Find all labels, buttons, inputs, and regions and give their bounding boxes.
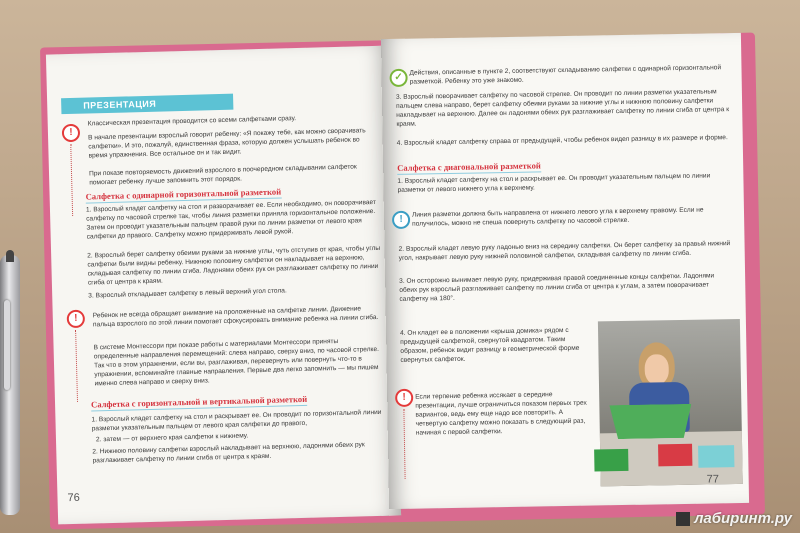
warning-icon: !	[395, 389, 413, 407]
folded-green-napkin	[594, 449, 628, 472]
watermark-logo-icon	[676, 512, 690, 526]
tip-text-1: В начале презентации взрослый говорит ребенку: «Я покажу тебе, как можно сворачивать салфетки». И это, пожалуй, единственная фраза, которую должен услышать ребенок во время упражнения. Все остальное он и так видит.	[88, 127, 366, 160]
section-title-diagonal: Салфетка с диагональной разметкой	[397, 160, 541, 173]
tip-text-2: При показе повторяемость движений взрослого в поочередном складывании салфеток помогает ребенку лучше запомнить этот порядок.	[88, 163, 357, 187]
note-text-2: В системе Монтессори при показе работы с материалами Монтессори приняты определенные направления перемещений: слева направо, сверху вниз, по часовой стрелке. Так что в этом упражнении, если вы, разглаживая, перевернуть или повернуть что-то в упражнении, вспоминайте главные направления. Первые два легко запомнить — мы пишем именно слева направо и сверху вниз.	[93, 338, 380, 388]
step-text: 2. затем — от верхнего края салфетки к нижнему.	[95, 432, 249, 444]
top-note: Действия, описанные в пункте 2, соответствуют складыванию салфетки с одинарной горизонтальной разметкой. Ребенку это уже знакомо.	[409, 64, 722, 86]
warning-icon: !	[67, 310, 85, 328]
watermark-text: лабиринт.ру	[694, 510, 792, 527]
dotted-divider	[70, 144, 73, 216]
step-text: 2. Нижнюю половину салфетки взрослый накладывает на верхнюю, ладонями обеих рук разглаживает салфетку по линии сгиба от центра к краям.	[92, 441, 365, 465]
dotted-divider	[403, 409, 405, 479]
left-page	[46, 46, 401, 525]
info-icon: !	[392, 211, 410, 229]
pen-tip	[6, 250, 14, 262]
dotted-divider	[75, 330, 78, 402]
green-napkin	[609, 404, 692, 439]
section-title-horizontal: Салфетка с одинарной горизонтальной разметкой	[85, 186, 282, 202]
presentation-header: ПРЕЗЕНТАЦИЯ	[61, 94, 233, 114]
girl-folding-napkins-photo	[598, 319, 743, 486]
step-text: 2. Взрослый берет салфетку обеими руками за нижние углы, чуть отступив от края, чтобы углы салфетки были видны ребенку. Нижнюю половину салфетки он накладывает на верхнюю, складывая салфетку по линии сгиба. Ладонями обеих рук он разглаживает салфетку по линии сгиба от центра к краям.	[87, 244, 381, 287]
note-text-1: Ребенок не всегда обращает внимание на проложенные на салфетке линии. Движение пальца взрослого по этой линии помогает сфокусировать внимание ребенка на линии сгиба.	[92, 305, 379, 329]
step-text: 4. Он кладет ее в положении «крыша домика» рядом с предыдущей салфеткой, свернутой квадратом. Таким образом, ребенок видит разницу в геометрической форме свернутых салфеток.	[400, 326, 580, 364]
step-text: 1. Взрослый кладет салфетку на стол и разворачивает ее. Если необходимо, он поворачивает салфетку по часовой стрелке так, чтобы линия разметки приняла горизонтальное положение. Затем он проводит указательным пальцем правой руки по линии разметки от левого края салфетки до правого. Салфетку можно придерживать левой рукой.	[85, 198, 377, 241]
intro-line: Классическая презентация проводится со всеми салфетками сразу.	[87, 115, 297, 128]
page-number: 77	[706, 473, 720, 486]
step-text: 3. Взрослый поворачивает салфетку по часовой стрелке. Он проводит по линии разметки указательным пальцем слева направо, берет салфетку обеими руками за нижние углы и нижнюю половину салфетки накладывает на верхнюю. Далее он ладонями обеих рук разглаживает салфетку по линии сгиба от центра к краям.	[395, 88, 730, 128]
step-text: 2. Взрослый кладет левую руку ладонью вниз на середину салфетки. Он берет салфетку за правый нижний угол, накрывает левую руку нижней половиной салфетки, складывая салфетку по линии сгиба.	[398, 240, 731, 262]
girl-face	[644, 354, 669, 384]
right-page	[381, 33, 749, 509]
step-text: 1. Взрослый кладет салфетку на стол и раскрывает ее. Он проводит по горизонтальной линии разметки указательным пальцем от левого края салфетки до правого,	[91, 408, 382, 433]
warning-icon: !	[62, 124, 80, 142]
watermark	[676, 510, 792, 527]
checkmark-icon: ✓	[389, 69, 407, 87]
pen-clip	[4, 300, 10, 390]
step-text: 3. Взрослый откладывает салфетку в левый верхний угол стола.	[88, 287, 287, 300]
section-title-horizontal-vertical: Салфетка с горизонтальной и вертикальной разметкой	[90, 393, 308, 410]
folded-blue-napkin	[698, 445, 734, 468]
step-text: 3. Он осторожно вынимает левую руку, придерживая правой соединенные концы салфетки. Ладонями обеих рук взрослый разглаживает салфетку по линии сгиба от центра к углам, а затем поворачивает салфетку на 180°.	[399, 272, 715, 303]
ballpoint-pen	[0, 255, 20, 515]
diagonal-note: Линия разметки должна быть направлена от нижнего левого угла к верхнему правому. Если не получилось, можно не спеша повернуть салфетку по часовой стрелке.	[411, 206, 704, 228]
page-number: 76	[67, 491, 80, 505]
step-text: 1. Взрослый кладет салфетку на стол и раскрывает ее. Он проводит указательным пальцем по линии разметки от левого нижнего угла к верхнему.	[397, 172, 711, 194]
folded-red-napkin	[658, 444, 692, 467]
bottom-note: Если терпение ребенка иссякает в середине презентации, лучше ограничиться показом первых трех вариантов, ведь ему еще надо все повторить. А четвертую салфетку можно показать в следующий раз, начиная с первой салфетки.	[415, 391, 587, 437]
step-text: 4. Взрослый кладет салфетку справа от предыдущей, чтобы ребенок видел разницу в их размере и форме.	[396, 134, 728, 147]
